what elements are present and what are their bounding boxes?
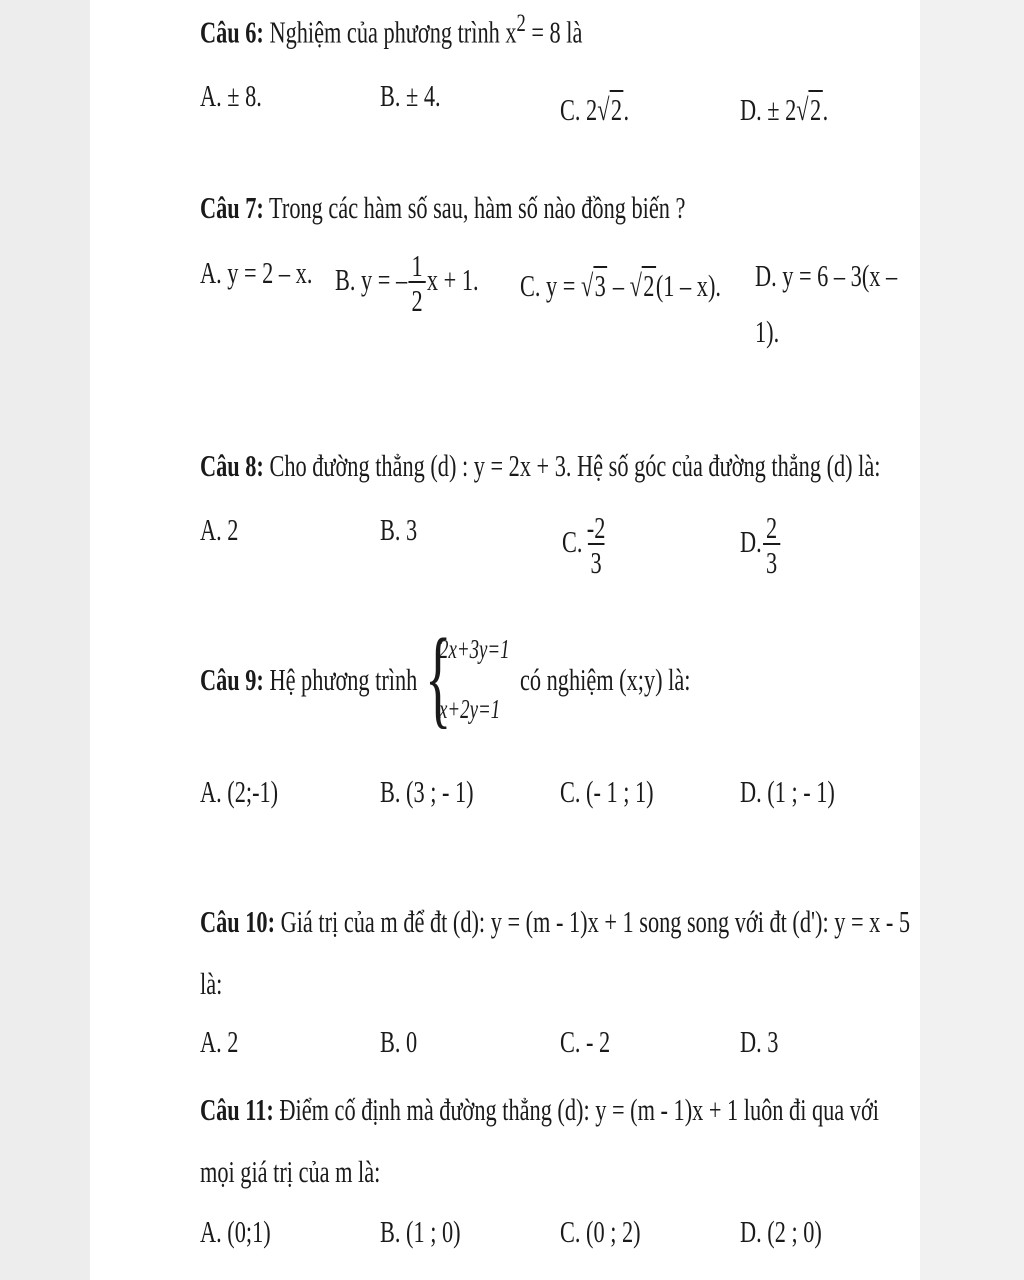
question-10 [200, 904, 910, 940]
q10-option-b[interactable]: B. 0 [380, 1024, 418, 1059]
question-7-text: Trong các hàm số sau, hàm số nào đồng biến ? [263, 190, 686, 225]
q9-option-a[interactable]: A. (2;-1) [200, 774, 279, 809]
question-11-text: Điểm cố định mà đường thẳng (d): y = (m - 1)x + 1 luôn đi qua với [273, 1092, 879, 1127]
question-9 [200, 662, 417, 698]
question-6-exponent: 2 [516, 8, 526, 37]
question-6 [200, 8, 582, 50]
q11-option-a[interactable]: A. (0;1) [200, 1214, 271, 1249]
question-9-label: Câu 9: [200, 662, 264, 697]
q8-option-a[interactable]: A. 2 [200, 512, 239, 547]
q9-option-b[interactable]: B. (3 ; - 1) [380, 774, 474, 809]
question-6-label: Câu 6: [200, 14, 264, 50]
question-11-label: Câu 11: [200, 1092, 274, 1127]
q6-option-c[interactable]: C. 2√2. [560, 92, 630, 127]
question-9-text: Hệ phương trình [263, 662, 418, 697]
equation-1: 2x+3y=1 [439, 634, 510, 664]
question-11-continuation: mọi giá trị của m là: [200, 1154, 381, 1189]
q7-option-b[interactable]: B. y = – $\frac{1}{2}$ x + 1. [335, 248, 479, 318]
question-10-label: Câu 10: [200, 904, 276, 939]
question-8-label: Câu 8: [200, 448, 264, 483]
right-margin [920, 0, 1024, 1280]
fraction: $\frac{2}{3}$ [763, 512, 780, 578]
q7-option-c[interactable]: C. y = √3 – √2(1 – x). [520, 268, 721, 303]
brace-symbol: { [425, 616, 452, 738]
q10-option-a[interactable]: A. 2 [200, 1024, 239, 1059]
question-8-text: Cho đường thẳng (d) : y = 2x + 3. Hệ số góc của đường thẳng (d) là: [263, 448, 881, 483]
q11-option-b[interactable]: B. (1 ; 0) [380, 1214, 461, 1249]
sqrt-symbol: √2 [796, 92, 822, 127]
q11-option-d[interactable]: D. (2 ; 0) [740, 1214, 822, 1249]
q7-option-a[interactable]: A. y = 2 – x. [200, 255, 313, 290]
sqrt-symbol: √2 [629, 268, 655, 303]
q6-option-b[interactable]: B. ± 4. [380, 78, 441, 113]
q8-option-d[interactable]: D. $\frac{2}{3}$ [740, 512, 782, 578]
q11-option-c[interactable]: C. (0 ; 2) [560, 1214, 641, 1249]
q6-option-a[interactable]: A. ± 8. [200, 78, 262, 113]
equation-2: x+2y=1 [439, 694, 501, 724]
q10-option-c[interactable]: C. - 2 [560, 1024, 611, 1059]
question-9-tail: có nghiệm (x;y) là: [520, 662, 691, 697]
fraction: $\frac{-2}{3}$ [586, 510, 606, 580]
question-7 [200, 190, 685, 226]
q8-option-b[interactable]: B. 3 [380, 512, 418, 547]
question-10-text: Giá trị của m để đt (d): y = (m - 1)x + 1 song song với đt (d'): y = x - 5 [275, 904, 911, 939]
q6-option-d[interactable]: D. ± 2√2. [740, 92, 829, 127]
question-10-continuation: là: [200, 966, 223, 1001]
q9-option-c[interactable]: C. (- 1 ; 1) [560, 774, 654, 809]
question-11 [200, 1092, 879, 1128]
q10-option-d[interactable]: D. 3 [740, 1024, 779, 1059]
question-8 [200, 448, 880, 484]
q7-option-d[interactable]: D. y = 6 – 3(x – 1). [755, 258, 898, 349]
q8-option-c[interactable]: C. $\frac{-2}{3}$ [562, 512, 610, 578]
q9-option-d[interactable]: D. (1 ; - 1) [740, 774, 835, 809]
sqrt-symbol: √3 [580, 268, 606, 303]
sqrt-symbol: √2 [597, 92, 623, 127]
question-6-tail: = 8 là [525, 14, 583, 50]
fraction: $\frac{1}{2}$ [409, 250, 426, 316]
equation-system [425, 616, 525, 740]
question-7-label: Câu 7: [200, 190, 264, 225]
question-6-text: Nghiệm của phương trình x [263, 14, 517, 50]
